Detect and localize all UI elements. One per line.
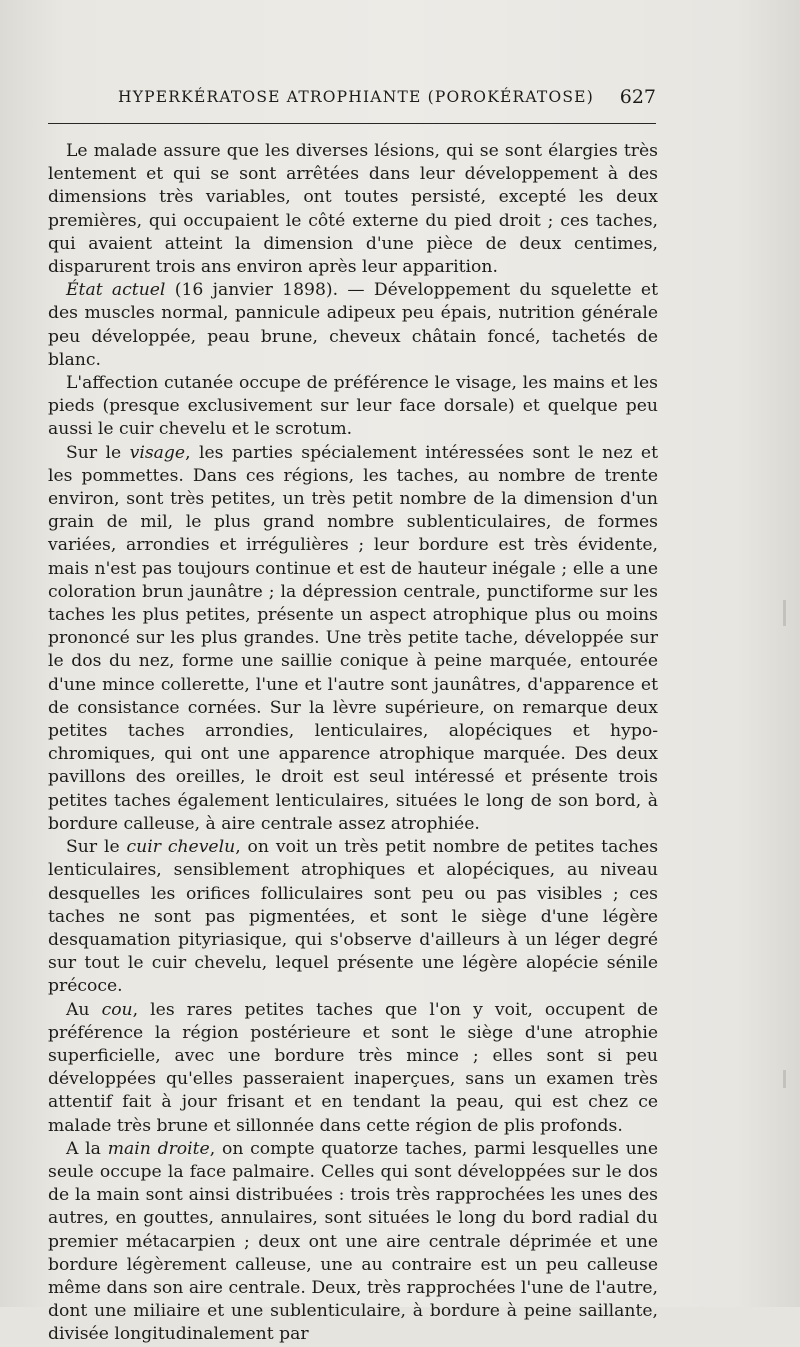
italic-phrase: cou: [101, 999, 133, 1020]
page-header: [118, 86, 656, 116]
paragraph-text: , les rares petites taches que l'on y voit, occupent de préférence la région postérieure et sont le siège d'une atrophie superficielle, avec une bordure très mince ; elles sont si peu développées qu'elles passeraient inaperçues, sans un examen très attentif fait à jour frisant et en tendant la peau, qui est chez ce malade très brune et sillonnée dans cette région de plis profonds.: [48, 999, 658, 1136]
italic-phrase: visage: [129, 442, 186, 463]
italic-phrase: État actuel: [66, 280, 166, 301]
paragraph-text: , on voit un très petit nombre de petites taches lenticulaires, sensiblement atrophiques et alopéciques, au niveau desquelles les orifices folliculaires sont peu ou pas visibles ; ces taches ne sont pas pigmentées, et sont le siège d'une légère desquamation pityriasique, qui s'observe d'ailleurs à un léger degré sur tout le cuir chevelu, lequel présente une légère alopécie sénile précoce.: [48, 837, 659, 997]
paragraph-text: L'affection cutanée occupe de préférence le visage, les mains et les pieds (presque exclusivement sur leur face dorsale) et quelque peu aussi le cuir chevelu et le scrotum.: [48, 373, 658, 440]
paragraph: [48, 140, 658, 279]
paragraph: [48, 999, 658, 1138]
paragraph: [48, 442, 658, 836]
italic-phrase: cuir chevelu: [126, 837, 236, 858]
paragraph: [48, 1138, 658, 1347]
paragraph-text: Au: [66, 999, 102, 1020]
paragraph: [48, 372, 658, 442]
scan-edge-mark: [783, 600, 786, 626]
paragraph: [48, 836, 658, 998]
page-number: 627: [619, 86, 656, 108]
paragraph-text: Sur le: [66, 837, 127, 858]
paragraph-text: , les parties spécialement intéressées sont le nez et les pommettes. Dans ces régions, les taches, au nombre de trente environ, sont très petites, un très petit nombre de la dimension d'un grain de mil, le plus grand nombre sublenticulaires, de formes variées, arrondies et irrégulières ; leur bordure est très évidente, mais n'est pas toujours continue et est de hauteur inégale ; elle a une coloration brun jaunâtre ; la dépression centrale, punctiforme sur les taches les plus petites, présente un aspect atrophique plus ou moins prononcé sur les plus grandes. Une très petite tache, développée sur le dos du nez, forme une saillie conique à peine marquée, entourée d'une mince collerette, l'une et l'autre sont jaunâtres, d'apparence et de consistance cornées. Sur la lèvre supérieure, on remarque deux petites taches arrondies, lenticulaires, alopéciques et hypochromiques, qui ont une apparence atrophique marquée. Des deux pavillons des oreilles, le droit est seul intéressé et présente trois petites taches également lenticulaires, situées le long de son bord, à bordure calleuse, à aire centrale assez atrophiée.: [48, 442, 659, 834]
paragraph-text: , on compte quatorze taches, parmi lesquelles une seule occupe la face palmaire. Celles qui sont développées sur le dos de la main sont ainsi distribuées : trois très rapprochées les unes des autres, en gouttes, annulaires, sont situées le long du bord radial du premier métacarpien ; deux ont une aire centrale déprimée et une bordure légèrement calleuse, une au contraire est un peu calleuse même dans son aire centrale. Deux, très rapprochées l'une de l'autre, dont une miliaire et une sublenticulaire, à bordure à peine saillante, divisée longitudinalement par: [48, 1138, 658, 1345]
body-text: [48, 140, 658, 1347]
running-head: HYPERKÉRATOSE ATROPHIANTE (POROKÉRATOSE): [118, 88, 594, 106]
italic-phrase: main droite: [107, 1138, 210, 1159]
paragraph-text: Le malade assure que les diverses lésions, qui se sont élargies très lentement et qui se sont arrêtées dans leur développement à des dimensions très variables, ont toutes persisté, excepté les deux premières, qui occupaient le côté externe du pied droit ; ces taches, qui avaient atteint la dimension d'une pièce de deux centimes, disparurent trois ans environ après leur apparition.: [48, 141, 658, 278]
paragraph-text: A la: [66, 1138, 108, 1159]
paragraph-text: (16 janvier 1898). — Développement du squelette et des muscles normal, pannicule adipeux peu épais, nutrition générale peu développée, peau brune, cheveux châtain foncé, tachetés de blanc.: [48, 280, 658, 370]
paragraph: [48, 279, 658, 372]
paragraph-text: Sur le: [66, 442, 130, 463]
scan-edge-mark: [783, 1070, 786, 1088]
header-rule: [48, 123, 656, 124]
